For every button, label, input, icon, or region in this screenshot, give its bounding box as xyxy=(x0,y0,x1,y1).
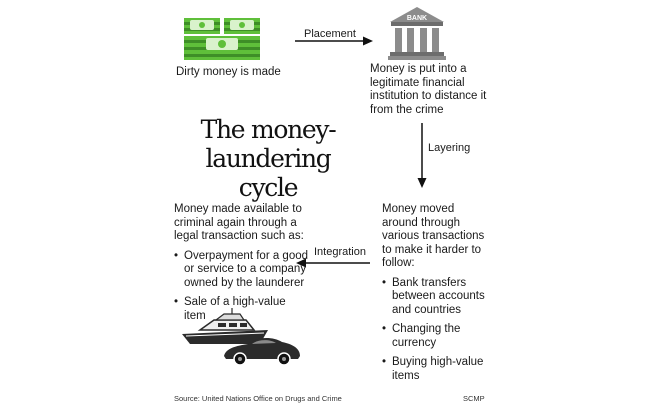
sports-car-icon xyxy=(222,332,302,366)
integration-label: Integration xyxy=(314,246,366,258)
integration-bullet: • Sale of a high-value item xyxy=(174,296,310,323)
placement-text: Money is put into a legitimate financial institution to distance it from the crime xyxy=(370,63,487,116)
layering-block xyxy=(382,203,492,383)
layering-label: Layering xyxy=(428,142,471,154)
integration-block xyxy=(174,203,310,323)
layering-bullet: • Bank transfers between accounts and countries xyxy=(382,277,492,318)
layering-bullet: • Changing the currency xyxy=(382,323,492,350)
layering-bullet: • Buying high-value items xyxy=(382,356,492,383)
bank-label: BANK xyxy=(406,15,428,22)
credit-note: SCMP xyxy=(463,394,485,403)
bank-icon xyxy=(388,6,446,60)
layering-bullets xyxy=(382,277,492,384)
arrow-down-icon xyxy=(417,123,427,188)
title-line-2: laundering cycle xyxy=(205,144,331,202)
source-note: Source: United Nations Office on Drugs and Crime xyxy=(174,394,342,403)
integration-intro: Money made available to criminal again through a legal transaction such as: xyxy=(174,203,304,242)
layering-intro: Money moved around through various transactions to make it harder to follow: xyxy=(382,203,485,269)
page-title xyxy=(178,115,358,202)
money-stack-icon xyxy=(182,16,262,62)
integration-bullet: • Overpayment for a good or service to a company owned by the launderer xyxy=(174,250,310,291)
placement-label: Placement xyxy=(304,28,356,40)
dirty-money-text: Dirty money is made xyxy=(176,66,281,78)
title-line-1: The money- xyxy=(200,115,336,144)
